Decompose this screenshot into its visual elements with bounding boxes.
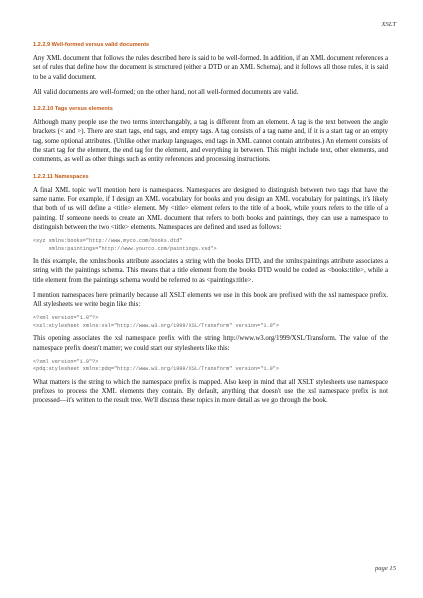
- code-block: <?xml version="1.0"?> <xsl:stylesheet xmlns:xsl="http://www.w3.org/1999/XSL/Transform" version="1.0">: [33, 315, 279, 329]
- section-heading: 1.2.2.10 Tags versus elements: [33, 106, 113, 113]
- paragraph: In this example, the xmlns:books attribute associates a string with the books DTD, and the xmlns:paintings attribute associates a string with the paintings schema. This means that a title element from the books DTD would be coded as <books:title>, while a title element from the paintings schema would be referred to as <paintings:title>.: [33, 257, 388, 284]
- paragraph: What matters is the string to which the namespace prefix is mapped. Also keep in mind that all XSLT stylesheets use namespace prefixes to process the XML elements they contain. By default, anything that doesn't use the xsl namespace prefix is not processed—it's written to the result tree. We'll discuss these topics in more detail as we go through the book.: [33, 378, 388, 405]
- section-heading: 1.2.2.9 Well-formed versus valid documents: [33, 42, 150, 48]
- code-block: <xyz xmlns:books="http://www.myco.com/books.dtd" xmlns:paintings="http://www.yourco.com/paintings.xsd">: [33, 238, 217, 252]
- paragraph: Although many people use the two terms interchangably, a tag is different from an element. A tag is the text between the angle brackets (< and >). There are start tags, end tags, and empty tags. A tag consists of a tag name and, if it is a start tag or an empty tag, some optional attributes. (Unlike other markup languages, end tags in XML cannot contain attributes.) An element consists of the start tag for the element, the end tag for the element, and everything in between. This might include text, other elements, and comments, as well as other things such as entity references and processing instructions.: [33, 119, 388, 164]
- paragraph: This opening associates the xsl namespace prefix with the string http://www.w3.org/1999/XSL/Transform. The value of the namespace prefix doesn't matter; we could start our stylesheets like this:: [33, 335, 388, 352]
- page-content: [33, 42, 388, 412]
- paragraph: A final XML topic we'll mention here is namespaces. Namespaces are designed to distinguish between two tags that have the same name. For example, if I design an XML vocabulary for books and you design an XML vocabulary for paintings, it's likely that both of us will define a <title> element. My <title> element refers to the title of a book, while yours refers to the title of a painting. If someone needs to create an XML document that refers to both books and paintings, they can use a namespace to distinguish between the two <title> elements. Namespaces are defined and used as follows:: [33, 186, 388, 231]
- paragraph: Any XML document that follows the rules described here is said to be well-formed. In addition, if an XML document references a set of rules that define how the document is structured (either a DTD or an XML Schema), and it follows all those rules, it is said to be a valid document.: [33, 55, 388, 81]
- paragraph: I mention namespaces here primarily because all XSLT elements we use in this book are prefixed with the xsl namespace prefix. All stylesheets we write begin like this:: [33, 291, 388, 309]
- page-number: page 15: [374, 565, 396, 572]
- code-block: <?xml version="1.0"?> <pdq:stylesheet xmlns:pdq="http://www.w3.org/1999/XSL/Transform" version="1.0">: [33, 358, 279, 373]
- paragraph: All valid documents are well-formed; on the other hand, not all well-formed documents are valid.: [33, 88, 299, 96]
- section-heading: 1.2.2.11 Namespaces: [33, 173, 89, 180]
- running-header: XSLT: [381, 21, 396, 28]
